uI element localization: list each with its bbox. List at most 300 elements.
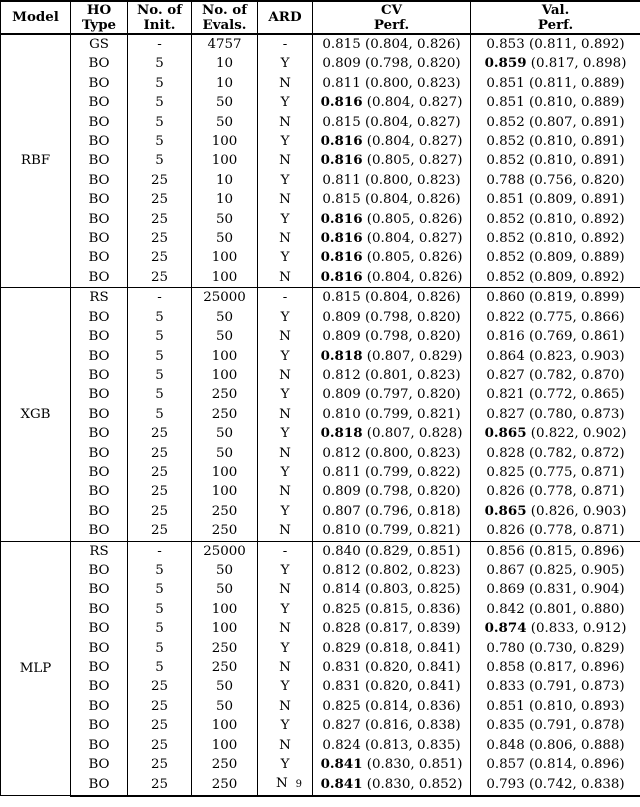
val-perf-cell bbox=[471, 697, 640, 716]
cv-score: 0.840 bbox=[322, 543, 361, 559]
table-row bbox=[1, 54, 640, 73]
cv-perf-cell bbox=[313, 677, 471, 696]
ard-cell: Y bbox=[258, 171, 313, 190]
table-row bbox=[1, 268, 640, 288]
evals-cell: 100 bbox=[192, 482, 258, 501]
table-row bbox=[1, 697, 640, 716]
cv-score: 0.816 bbox=[320, 133, 363, 150]
init-cell: 25 bbox=[128, 171, 192, 190]
val-confidence-interval: (0.815, 0.896) bbox=[528, 543, 625, 559]
table-row bbox=[1, 385, 640, 404]
val-score: 0.865 bbox=[484, 425, 527, 442]
ard-cell: N bbox=[258, 190, 313, 209]
cv-score: 0.812 bbox=[322, 445, 361, 461]
cv-score: 0.811 bbox=[322, 464, 361, 480]
table-row bbox=[1, 347, 640, 366]
val-confidence-interval: (0.833, 0.912) bbox=[530, 621, 627, 637]
val-confidence-interval: (0.823, 0.903) bbox=[528, 348, 625, 364]
cv-score: 0.812 bbox=[322, 562, 361, 578]
val-confidence-interval: (0.822, 0.902) bbox=[530, 426, 627, 442]
val-perf-cell bbox=[471, 34, 640, 54]
cv-score: 0.809 bbox=[322, 484, 361, 500]
val-confidence-interval: (0.819, 0.899) bbox=[528, 290, 625, 306]
cv-confidence-interval: (0.807, 0.829) bbox=[366, 348, 463, 364]
table-row bbox=[1, 132, 640, 151]
ard-cell: N bbox=[258, 268, 313, 288]
val-confidence-interval: (0.809, 0.889) bbox=[528, 250, 625, 266]
cv-score: 0.816 bbox=[320, 152, 363, 169]
val-perf-cell bbox=[471, 347, 640, 366]
cv-score: 0.815 bbox=[322, 37, 361, 52]
val-perf-cell bbox=[471, 54, 640, 73]
evals-cell: 250 bbox=[192, 502, 258, 521]
cv-confidence-interval: (0.813, 0.835) bbox=[364, 737, 461, 753]
cv-score: 0.828 bbox=[322, 621, 361, 637]
val-confidence-interval: (0.814, 0.896) bbox=[528, 757, 625, 773]
init-cell: 25 bbox=[128, 248, 192, 267]
init-cell: 5 bbox=[128, 385, 192, 404]
model-name: XGB bbox=[1, 288, 71, 541]
evals-cell: 100 bbox=[192, 347, 258, 366]
init-cell: 5 bbox=[128, 327, 192, 346]
ard-cell: Y bbox=[258, 424, 313, 443]
ho-type-cell: BO bbox=[71, 327, 128, 346]
ho-type-cell: BO bbox=[71, 736, 128, 755]
val-perf-cell bbox=[471, 327, 640, 346]
cv-perf-cell bbox=[313, 444, 471, 463]
val-score: 0.835 bbox=[486, 718, 525, 734]
table-row bbox=[1, 171, 640, 190]
header-cv-perf: CV Perf. bbox=[313, 1, 471, 34]
val-confidence-interval: (0.811, 0.892) bbox=[528, 37, 625, 52]
evals-cell: 50 bbox=[192, 580, 258, 599]
cv-score: 0.815 bbox=[322, 290, 361, 306]
val-perf-cell bbox=[471, 385, 640, 404]
cv-perf-cell bbox=[313, 34, 471, 54]
header-model: Model bbox=[1, 1, 71, 34]
ard-cell: Y bbox=[258, 210, 313, 229]
evals-cell: 250 bbox=[192, 755, 258, 774]
ard-cell: N 9 bbox=[258, 774, 313, 795]
ard-cell: Y bbox=[258, 132, 313, 151]
cv-score: 0.831 bbox=[322, 660, 361, 675]
cv-score: 0.810 bbox=[322, 406, 361, 422]
cv-perf-cell bbox=[313, 541, 471, 561]
evals-cell: 50 bbox=[192, 424, 258, 443]
val-perf-cell bbox=[471, 463, 640, 482]
val-score: 0.864 bbox=[486, 348, 525, 364]
cv-confidence-interval: (0.804, 0.826) bbox=[364, 37, 461, 52]
table-row bbox=[1, 34, 640, 54]
evals-cell: 250 bbox=[192, 774, 258, 795]
table-row bbox=[1, 639, 640, 658]
cv-score: 0.809 bbox=[322, 329, 361, 345]
val-perf-cell bbox=[471, 93, 640, 112]
val-score: 0.851 bbox=[486, 95, 525, 111]
cv-score: 0.818 bbox=[320, 425, 363, 442]
init-cell: 5 bbox=[128, 405, 192, 424]
cv-confidence-interval: (0.814, 0.836) bbox=[364, 698, 461, 714]
val-confidence-interval: (0.810, 0.892) bbox=[528, 211, 625, 227]
evals-cell: 10 bbox=[192, 190, 258, 209]
val-perf-cell bbox=[471, 151, 640, 170]
init-cell: 5 bbox=[128, 132, 192, 151]
ho-type-cell: BO bbox=[71, 366, 128, 385]
table-row bbox=[1, 248, 640, 267]
ard-cell: Y bbox=[258, 755, 313, 774]
cv-perf-cell bbox=[313, 716, 471, 735]
table-row bbox=[1, 288, 640, 308]
table-row bbox=[1, 405, 640, 424]
val-confidence-interval: (0.791, 0.878) bbox=[528, 718, 625, 734]
evals-cell: 100 bbox=[192, 736, 258, 755]
ard-cell: Y bbox=[258, 463, 313, 482]
val-perf-cell bbox=[471, 774, 640, 795]
val-perf-cell bbox=[471, 113, 640, 132]
val-confidence-interval: (0.806, 0.888) bbox=[528, 737, 625, 753]
ho-type-cell: BO bbox=[71, 405, 128, 424]
ho-type-cell: BO bbox=[71, 502, 128, 521]
table-row bbox=[1, 463, 640, 482]
ho-type-cell: BO bbox=[71, 229, 128, 248]
cv-score: 0.818 bbox=[320, 347, 363, 364]
ard-cell: Y bbox=[258, 385, 313, 404]
init-cell: 5 bbox=[128, 347, 192, 366]
val-confidence-interval: (0.742, 0.838) bbox=[528, 776, 625, 792]
evals-cell: 10 bbox=[192, 74, 258, 93]
cv-confidence-interval: (0.818, 0.841) bbox=[364, 640, 461, 656]
val-score: 0.858 bbox=[486, 660, 525, 675]
cv-confidence-interval: (0.798, 0.820) bbox=[364, 484, 461, 500]
val-confidence-interval: (0.810, 0.893) bbox=[528, 698, 625, 714]
cv-confidence-interval: (0.816, 0.838) bbox=[364, 718, 461, 734]
cv-perf-cell bbox=[313, 74, 471, 93]
cv-perf-cell bbox=[313, 54, 471, 73]
val-score: 0.826 bbox=[486, 484, 525, 500]
ard-cell: N bbox=[258, 113, 313, 132]
val-confidence-interval: (0.730, 0.829) bbox=[528, 640, 625, 656]
cv-perf-cell bbox=[313, 268, 471, 288]
init-cell: 25 bbox=[128, 677, 192, 696]
val-score: 0.851 bbox=[486, 75, 525, 91]
val-confidence-interval: (0.782, 0.872) bbox=[528, 445, 625, 461]
val-confidence-interval: (0.782, 0.870) bbox=[528, 367, 625, 383]
val-confidence-interval: (0.810, 0.892) bbox=[528, 231, 625, 247]
ard-cell: N bbox=[258, 736, 313, 755]
val-perf-cell bbox=[471, 308, 640, 327]
val-confidence-interval: (0.810, 0.889) bbox=[528, 95, 625, 111]
ho-type-cell: BO bbox=[71, 697, 128, 716]
model-group-mlp bbox=[1, 541, 640, 796]
ho-type-cell: BO bbox=[71, 190, 128, 209]
cv-perf-cell bbox=[313, 385, 471, 404]
ho-type-cell: BO bbox=[71, 561, 128, 580]
table-row bbox=[1, 561, 640, 580]
ard-cell: N bbox=[258, 697, 313, 716]
ard-cell: - bbox=[258, 34, 313, 54]
val-perf-cell bbox=[471, 541, 640, 561]
cv-score: 0.841 bbox=[320, 756, 363, 773]
cv-confidence-interval: (0.804, 0.827) bbox=[366, 95, 463, 111]
ho-type-cell: BO bbox=[71, 444, 128, 463]
val-score: 0.852 bbox=[486, 153, 525, 169]
val-score: 0.842 bbox=[486, 601, 525, 617]
val-score: 0.852 bbox=[486, 134, 525, 150]
init-cell: 25 bbox=[128, 210, 192, 229]
cv-score: 0.815 bbox=[322, 114, 361, 130]
val-perf-cell bbox=[471, 502, 640, 521]
model-group-xgb bbox=[1, 288, 640, 541]
ho-type-cell: BO bbox=[71, 248, 128, 267]
ho-type-cell: BO bbox=[71, 580, 128, 599]
cv-confidence-interval: (0.799, 0.821) bbox=[364, 523, 461, 539]
cv-perf-cell bbox=[313, 132, 471, 151]
header-ho-type: HO Type bbox=[71, 1, 128, 34]
val-confidence-interval: (0.807, 0.891) bbox=[528, 114, 625, 130]
cv-confidence-interval: (0.820, 0.841) bbox=[364, 679, 461, 695]
init-cell: 5 bbox=[128, 600, 192, 619]
val-perf-cell bbox=[471, 366, 640, 385]
val-confidence-interval: (0.791, 0.873) bbox=[528, 679, 625, 695]
val-score: 0.869 bbox=[486, 582, 525, 598]
init-cell: 5 bbox=[128, 561, 192, 580]
cv-score: 0.816 bbox=[320, 249, 363, 266]
init-cell: 25 bbox=[128, 502, 192, 521]
cv-perf-cell bbox=[313, 113, 471, 132]
table-row bbox=[1, 736, 640, 755]
cv-score: 0.812 bbox=[322, 367, 361, 383]
cv-confidence-interval: (0.804, 0.827) bbox=[366, 134, 463, 150]
ho-type-cell: BO bbox=[71, 755, 128, 774]
val-score: 0.852 bbox=[486, 269, 525, 285]
ard-cell: - bbox=[258, 288, 313, 308]
evals-cell: 50 bbox=[192, 113, 258, 132]
ho-type-cell: BO bbox=[71, 74, 128, 93]
val-perf-cell bbox=[471, 716, 640, 735]
cv-perf-cell bbox=[313, 600, 471, 619]
cv-confidence-interval: (0.800, 0.823) bbox=[364, 75, 461, 91]
ho-type-cell: BO bbox=[71, 210, 128, 229]
table-row bbox=[1, 774, 640, 795]
init-cell: 5 bbox=[128, 113, 192, 132]
val-perf-cell bbox=[471, 521, 640, 541]
ho-type-cell: BO bbox=[71, 716, 128, 735]
cv-confidence-interval: (0.801, 0.823) bbox=[364, 367, 461, 383]
val-perf-cell bbox=[471, 268, 640, 288]
evals-cell: 50 bbox=[192, 229, 258, 248]
table-row bbox=[1, 93, 640, 112]
val-score: 0.874 bbox=[484, 620, 527, 637]
cv-perf-cell bbox=[313, 639, 471, 658]
val-perf-cell bbox=[471, 482, 640, 501]
table-row bbox=[1, 755, 640, 774]
model-name: RBF bbox=[1, 34, 71, 288]
table-row bbox=[1, 580, 640, 599]
evals-cell: 100 bbox=[192, 151, 258, 170]
val-confidence-interval: (0.778, 0.871) bbox=[528, 484, 625, 500]
val-score: 0.852 bbox=[486, 114, 525, 130]
table-row bbox=[1, 308, 640, 327]
init-cell: - bbox=[128, 288, 192, 308]
val-confidence-interval: (0.831, 0.904) bbox=[528, 582, 625, 598]
ard-cell: Y bbox=[258, 677, 313, 696]
evals-cell: 50 bbox=[192, 210, 258, 229]
ho-type-cell: BO bbox=[71, 482, 128, 501]
cv-score: 0.816 bbox=[320, 210, 363, 227]
ard-cell: N bbox=[258, 658, 313, 677]
evals-cell: 50 bbox=[192, 308, 258, 327]
val-score: 0.827 bbox=[486, 367, 525, 383]
table-row bbox=[1, 502, 640, 521]
cv-score: 0.824 bbox=[322, 737, 361, 753]
val-perf-cell bbox=[471, 190, 640, 209]
init-cell: 25 bbox=[128, 736, 192, 755]
table-row bbox=[1, 482, 640, 501]
header-row bbox=[1, 1, 640, 34]
table-row bbox=[1, 521, 640, 541]
ho-type-cell: BO bbox=[71, 385, 128, 404]
evals-cell: 250 bbox=[192, 658, 258, 677]
cv-perf-cell bbox=[313, 658, 471, 677]
evals-cell: 100 bbox=[192, 619, 258, 638]
evals-cell: 50 bbox=[192, 677, 258, 696]
ard-cell: N bbox=[258, 580, 313, 599]
cv-confidence-interval: (0.798, 0.820) bbox=[364, 309, 461, 325]
evals-cell: 50 bbox=[192, 561, 258, 580]
init-cell: - bbox=[128, 541, 192, 561]
cv-confidence-interval: (0.804, 0.826) bbox=[364, 290, 461, 306]
cv-score: 0.827 bbox=[322, 718, 361, 734]
evals-cell: 100 bbox=[192, 463, 258, 482]
table-row bbox=[1, 151, 640, 170]
ho-type-cell: BO bbox=[71, 171, 128, 190]
val-perf-cell bbox=[471, 561, 640, 580]
cv-confidence-interval: (0.829, 0.851) bbox=[364, 543, 461, 559]
page-number: 9 bbox=[295, 779, 303, 791]
val-perf-cell bbox=[471, 444, 640, 463]
ho-type-cell: BO bbox=[71, 54, 128, 73]
cv-score: 0.815 bbox=[322, 192, 361, 208]
init-cell: 25 bbox=[128, 755, 192, 774]
cv-confidence-interval: (0.805, 0.826) bbox=[366, 211, 463, 227]
cv-perf-cell bbox=[313, 171, 471, 190]
evals-cell: 100 bbox=[192, 132, 258, 151]
ho-type-cell: BO bbox=[71, 113, 128, 132]
val-confidence-interval: (0.775, 0.866) bbox=[528, 309, 625, 325]
init-cell: 25 bbox=[128, 482, 192, 501]
init-cell: 25 bbox=[128, 444, 192, 463]
table-row bbox=[1, 327, 640, 346]
ho-type-cell: BO bbox=[71, 132, 128, 151]
evals-cell: 10 bbox=[192, 54, 258, 73]
header-val-perf: Val. Perf. bbox=[471, 1, 640, 34]
val-score: 0.852 bbox=[486, 250, 525, 266]
cv-perf-cell bbox=[313, 697, 471, 716]
ho-type-cell: BO bbox=[71, 677, 128, 696]
init-cell: - bbox=[128, 34, 192, 54]
cv-score: 0.816 bbox=[320, 230, 363, 247]
cv-perf-cell bbox=[313, 210, 471, 229]
val-score: 0.852 bbox=[486, 211, 525, 227]
val-score: 0.816 bbox=[486, 329, 525, 345]
cv-score: 0.814 bbox=[322, 582, 361, 598]
ard-cell: Y bbox=[258, 308, 313, 327]
cv-confidence-interval: (0.798, 0.820) bbox=[364, 56, 461, 72]
init-cell: 5 bbox=[128, 639, 192, 658]
cv-confidence-interval: (0.805, 0.826) bbox=[366, 250, 463, 266]
init-cell: 5 bbox=[128, 308, 192, 327]
ho-type-cell: BO bbox=[71, 463, 128, 482]
ho-type-cell: BO bbox=[71, 774, 128, 795]
ho-type-cell: BO bbox=[71, 619, 128, 638]
init-cell: 25 bbox=[128, 190, 192, 209]
val-confidence-interval: (0.810, 0.891) bbox=[528, 153, 625, 169]
evals-cell: 100 bbox=[192, 248, 258, 267]
table-row bbox=[1, 424, 640, 443]
evals-cell: 25000 bbox=[192, 288, 258, 308]
val-score: 0.852 bbox=[486, 231, 525, 247]
cv-score: 0.831 bbox=[322, 679, 361, 695]
ard-cell: N bbox=[258, 366, 313, 385]
val-confidence-interval: (0.778, 0.871) bbox=[528, 523, 625, 539]
ard-cell: N bbox=[258, 482, 313, 501]
val-confidence-interval: (0.756, 0.820) bbox=[528, 172, 625, 188]
ho-type-cell: RS bbox=[71, 541, 128, 561]
cv-perf-cell bbox=[313, 561, 471, 580]
ard-cell: N bbox=[258, 327, 313, 346]
init-cell: 25 bbox=[128, 229, 192, 248]
cv-confidence-interval: (0.805, 0.827) bbox=[366, 153, 463, 169]
cv-confidence-interval: (0.817, 0.839) bbox=[364, 621, 461, 637]
val-confidence-interval: (0.780, 0.873) bbox=[528, 406, 625, 422]
cv-score: 0.811 bbox=[322, 75, 361, 91]
ho-type-cell: BO bbox=[71, 347, 128, 366]
cv-score: 0.810 bbox=[322, 523, 361, 539]
table-row bbox=[1, 190, 640, 209]
cv-confidence-interval: (0.797, 0.820) bbox=[364, 387, 461, 403]
ho-type-cell: GS bbox=[71, 34, 128, 54]
init-cell: 25 bbox=[128, 716, 192, 735]
ho-type-cell: BO bbox=[71, 658, 128, 677]
table-row bbox=[1, 677, 640, 696]
cv-confidence-interval: (0.807, 0.828) bbox=[366, 426, 463, 442]
ho-type-cell: BO bbox=[71, 268, 128, 288]
cv-perf-cell bbox=[313, 502, 471, 521]
header-no-init: No. of Init. bbox=[128, 1, 192, 34]
table-row bbox=[1, 210, 640, 229]
cv-score: 0.841 bbox=[320, 775, 363, 792]
val-confidence-interval: (0.817, 0.896) bbox=[528, 660, 625, 675]
table-row bbox=[1, 541, 640, 561]
ho-type-cell: BO bbox=[71, 521, 128, 541]
ard-cell: Y bbox=[258, 502, 313, 521]
val-score: 0.856 bbox=[486, 543, 525, 559]
cv-confidence-interval: (0.799, 0.822) bbox=[364, 464, 461, 480]
cv-perf-cell bbox=[313, 619, 471, 638]
cv-perf-cell bbox=[313, 229, 471, 248]
cv-confidence-interval: (0.799, 0.821) bbox=[364, 406, 461, 422]
cv-perf-cell bbox=[313, 327, 471, 346]
val-perf-cell bbox=[471, 639, 640, 658]
evals-cell: 50 bbox=[192, 697, 258, 716]
ard-cell: Y bbox=[258, 561, 313, 580]
val-score: 0.860 bbox=[486, 290, 525, 306]
init-cell: 5 bbox=[128, 366, 192, 385]
ard-cell: N bbox=[258, 229, 313, 248]
init-cell: 5 bbox=[128, 93, 192, 112]
cv-confidence-interval: (0.804, 0.826) bbox=[366, 269, 463, 285]
evals-cell: 250 bbox=[192, 521, 258, 541]
